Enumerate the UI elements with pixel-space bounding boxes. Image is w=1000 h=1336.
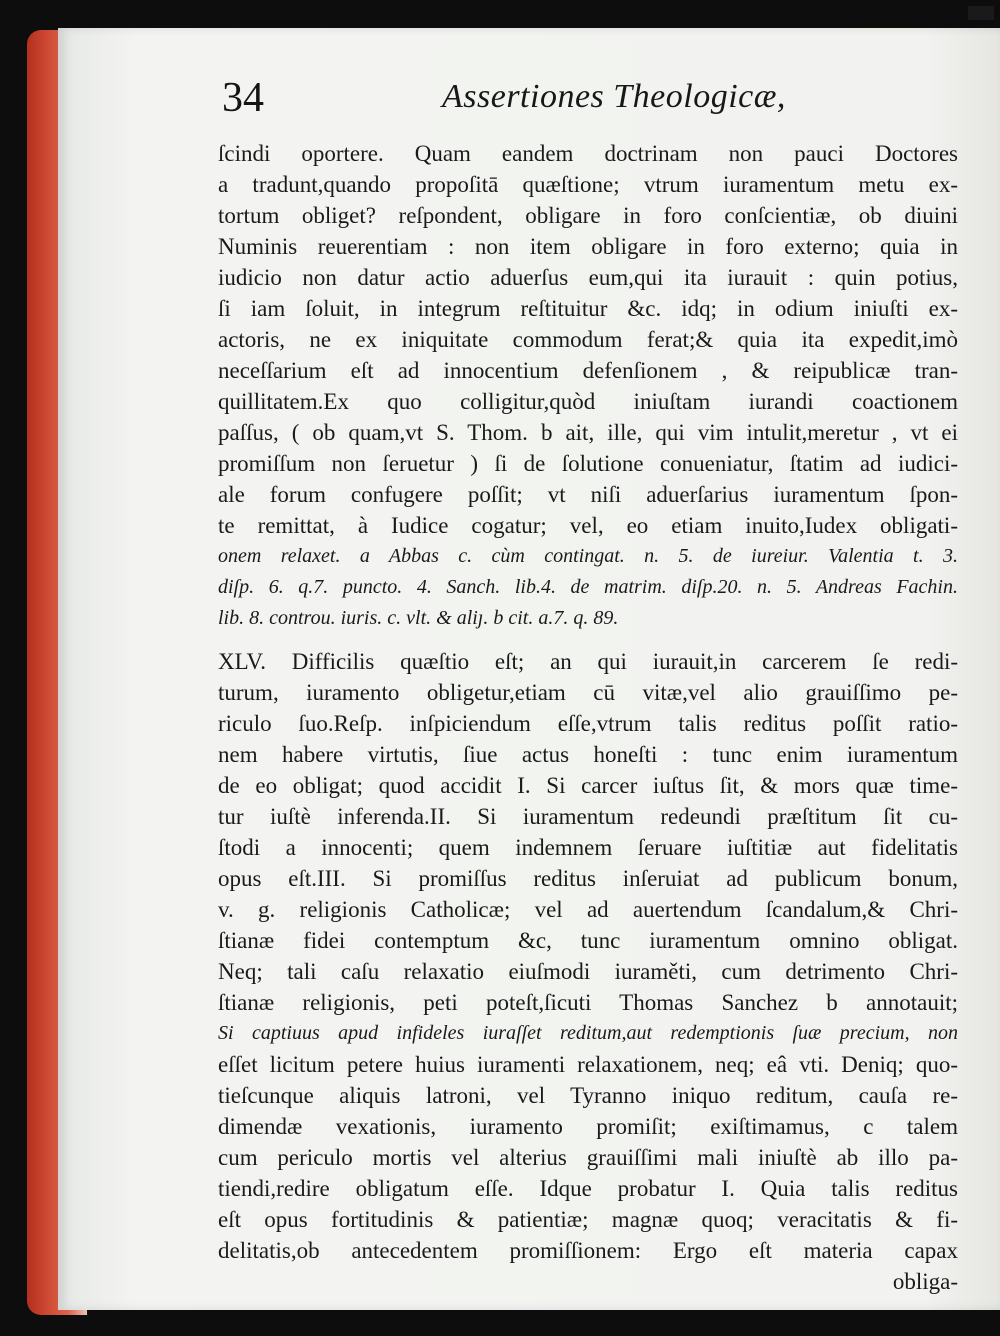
text-line: v. g. religionis Catholicæ; vel ad auertendum ſcandalum,& Chri- bbox=[218, 897, 958, 922]
text-line: quillitatem.Ex quo colligitur,quòd iniuſtam iurandi coactionem bbox=[218, 389, 958, 414]
text-line: paſſus, ( ob quam,vt S. Thom. b ait, ille, qui vim intulit,meretur , vt ei bbox=[218, 420, 958, 445]
text-line: eſſet licitum petere huius iuramenti relaxationem, neq; eâ vti. Deniq; quo- bbox=[218, 1052, 958, 1077]
text-line: a tradunt,quando propoſitā quæſtione; vtrum iuramentum metu ex- bbox=[218, 172, 958, 197]
text-line: eſt opus fortitudinis & patientiæ; magnæ quoq; veracitatis & fi- bbox=[218, 1207, 958, 1232]
scan-corner-mark bbox=[968, 6, 994, 20]
text-line: ſtianæ fidei contemptum &c, tunc iuramentum omnino obligat. bbox=[218, 928, 958, 953]
text-line: cum periculo mortis vel alterius grauiſſimi mali iniuſtè ab illo pa- bbox=[218, 1145, 958, 1170]
page-number: 34 bbox=[222, 75, 264, 121]
section-start-line: XLV. Difficilis quæſtio eſt; an qui iurauit,in carcerem ſe redi- bbox=[218, 649, 958, 674]
text-line: ſtianæ religionis, peti poteſt,ſicuti Thomas Sanchez b annotauit; bbox=[218, 990, 958, 1015]
text-line: tortum obliget? reſpondent, obligare in foro conſcientiæ, ob diuini bbox=[218, 203, 958, 228]
text-line: ſcindi oportere. Quam eandem doctrinam non pauci Doctores bbox=[218, 141, 958, 166]
text-line: delitatis,ob antecedentem promiſſionem: Ergo eſt materia capax bbox=[218, 1238, 958, 1263]
text-line: turum, iuramento obligetur,etiam cū vitæ,vel alio grauiſſimo pe- bbox=[218, 680, 958, 705]
footnote-line: lib. 8. controu. iuris. c. vlt. & aliȷ. b cit. a.7. q. 89. bbox=[218, 607, 619, 629]
text-line: opus eſt.III. Si promiſſus reditus inſeruiat ad publicum bonum, bbox=[218, 866, 958, 891]
text-line: ale forum confugere poſſit; vt niſi aduerſarius iuramentum ſpon- bbox=[218, 482, 958, 507]
text-line: iudicio non datur actio aduerſus eum,qui ita iurauit : quin potius, bbox=[218, 265, 958, 290]
text-line: te remittat, à Iudice cogatur; vel, eo etiam inuito,Iudex obligati- bbox=[218, 513, 958, 538]
catchword: obliga- bbox=[892, 1269, 958, 1294]
text-line: tur iuſtè inferenda.II. Si iuramentum redeundi præſtitum ſit cu- bbox=[218, 804, 958, 829]
text-line: de eo obligat; quod accidit I. Si carcer iuſtus ſit, & mors quæ time- bbox=[218, 773, 958, 798]
page-header bbox=[160, 70, 960, 128]
footnote-line: diſp. 6. q.7. puncto. 4. Sanch. lib.4. de matrim. diſp.20. n. 5. Andreas Fachin. bbox=[218, 576, 958, 598]
text-line: dimendæ vexationis, iuramento promiſit; exiſtimamus, c talem bbox=[218, 1114, 958, 1139]
text-line: Neq; tali caſu relaxatio eiuſmodi iuraměti, cum detrimento Chri- bbox=[218, 959, 958, 984]
text-line: tiendi,redire obligatum eſſe. Idque probatur I. Quia talis reditus bbox=[218, 1176, 958, 1201]
text-line: ſtodi a innocenti; quem indemnem ſeruare iuſtitiæ aut fidelitatis bbox=[218, 835, 958, 860]
text-line: Numinis reuerentiam : non item obligare in foro externo; quia in bbox=[218, 234, 958, 259]
text-line: riculo ſuo.Reſp. inſpiciendum eſſe,vtrum talis reditus poſſit ratio- bbox=[218, 711, 958, 736]
text-line: tieſcunque aliquis latroni, vel Tyranno iniquo reditum, cauſa re- bbox=[218, 1083, 958, 1108]
text-line: neceſſarium eſt ad innocentium defenſionem , & reipublicæ tran- bbox=[218, 358, 958, 383]
text-line: ſi iam ſoluit, in integrum reſtituitur &c. idq; in odium iniuſti ex- bbox=[218, 296, 958, 321]
running-title: Assertiones Theologicæ, bbox=[442, 78, 786, 115]
text-line: promiſſum non ſeruetur ) ſi de ſolutione conueniatur, ſtatim ad iudici- bbox=[218, 451, 958, 476]
italic-quote-line: Si captiuus apud infideles iuraſſet reditum,aut redemptionis ſuæ precium, non bbox=[218, 1022, 958, 1044]
footnote-line: onem relaxet. a Abbas c. cùm contingat. n. 5. de iureiur. Valentia t. 3. bbox=[218, 545, 958, 567]
page-body bbox=[218, 138, 958, 1297]
text-line: nem habere virtutis, ſiue actus honeſti : tunc enim iuramentum bbox=[218, 742, 958, 767]
text-line: actoris, ne ex iniquitate commodum ferat;& quia ita expedit,imò bbox=[218, 327, 958, 352]
